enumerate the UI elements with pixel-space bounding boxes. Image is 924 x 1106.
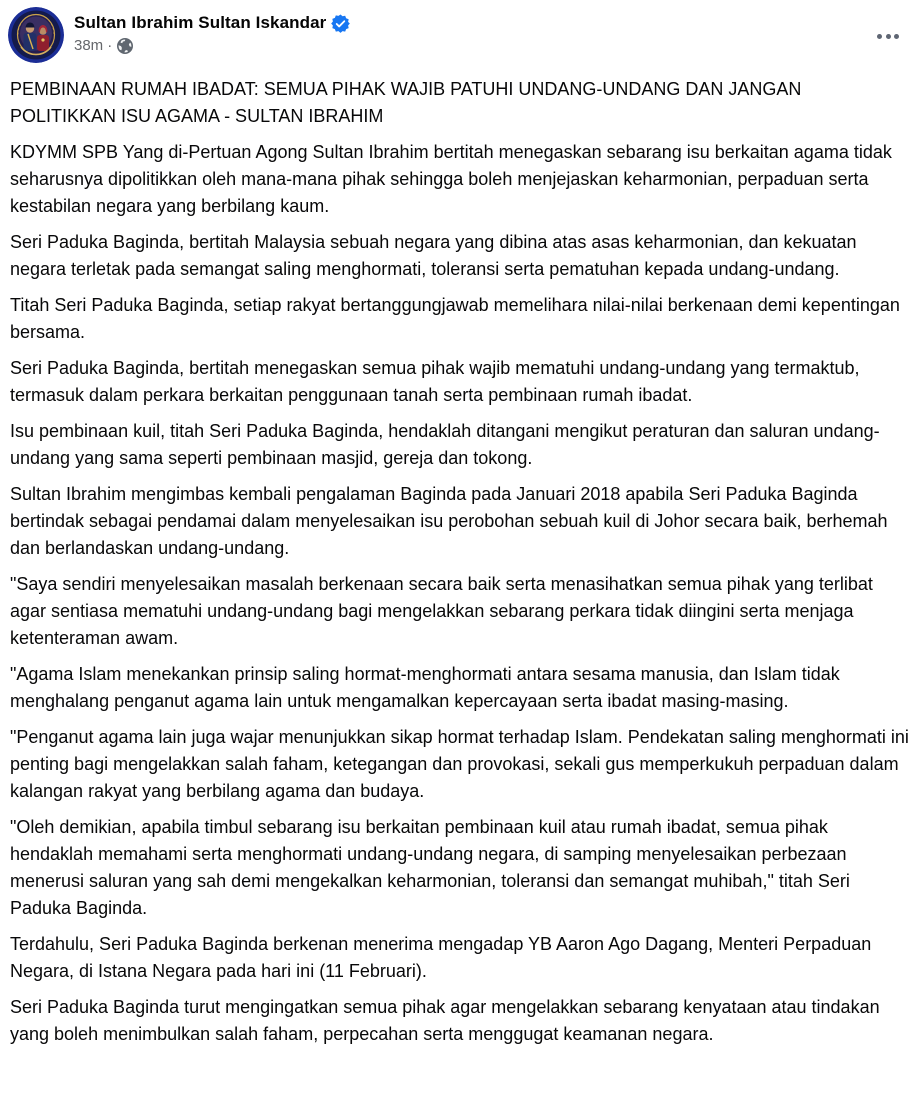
post-paragraph: Sultan Ibrahim mengimbas kembali pengalaman Baginda pada Januari 2018 apabila Seri Paduka Baginda bertindak sebagai pendamai dalam menyelesaikan isu perobohan sebuah kuil di Johor secara baik, berhemah dan berlandaskan undang-undang.	[10, 484, 888, 558]
name-row	[74, 12, 350, 33]
post-header	[0, 0, 924, 63]
meta-row	[74, 36, 350, 55]
post-paragraph-title: PEMBINAAN RUMAH IBADAT: SEMUA PIHAK WAJIB PATUHI UNDANG-UNDANG DAN JANGAN POLITIKKAN ISU AGAMA - SULTAN IBRAHIM	[10, 79, 802, 126]
post-text	[0, 63, 924, 1054]
header-info	[74, 7, 350, 55]
timestamp-link[interactable]: 38m	[74, 37, 104, 54]
royal-portrait-avatar-image	[8, 7, 64, 63]
post-paragraph: Seri Paduka Baginda, bertitah menegaskan semua pihak wajib mematuhi undang-undang yang termaktub, termasuk dalam perkara berkaitan penggunaan tanah serta pembinaan rumah ibadat.	[10, 358, 860, 405]
more-dot	[886, 34, 891, 39]
post-paragraph: Titah Seri Paduka Baginda, setiap rakyat bertanggungjawab memelihara nilai-nilai berkenaan demi kepentingan bersama.	[10, 295, 900, 342]
page-name-link[interactable]: Sultan Ibrahim Sultan Iskandar	[74, 13, 327, 32]
post-paragraph: "Saya sendiri menyelesaikan masalah berkenaan secara baik serta menasihatkan semua pihak yang terlibat agar sentiasa mematuhi undang-undang bagi mengelakkan sebarang perkara tidak diingini serta menjaga ketenteraman awam.	[10, 574, 873, 648]
globe-public-icon	[117, 38, 133, 54]
post-paragraph: KDYMM SPB Yang di-Pertuan Agong Sultan Ibrahim bertitah menegaskan sebarang isu berkaitan agama tidak seharusnya dipolitikkan oleh mana-mana pihak sehingga boleh menjejaskan keharmonian, perpaduan serta kestabilan negara yang berbilang kaum.	[10, 142, 892, 216]
post-paragraph: "Oleh demikian, apabila timbul sebarang isu berkaitan pembinaan kuil atau rumah ibadat, semua pihak hendaklah memahami serta menghormati undang-undang negara, di samping menyelesaikan perbezaan menerusi saluran yang sah demi mengekalkan keharmonian, toleransi dan semangat muhibah," titah Seri Paduka Baginda.	[10, 817, 850, 918]
verified-badge-icon	[331, 14, 350, 33]
post-paragraph: Isu pembinaan kuil, titah Seri Paduka Baginda, hendaklah ditangani mengikut peraturan dan saluran undang-undang yang sama seperti pembinaan masjid, gereja dan tokong.	[10, 421, 880, 468]
meta-separator: ·	[107, 37, 113, 54]
more-options-button[interactable]	[870, 24, 906, 48]
more-dot	[877, 34, 882, 39]
post-paragraph: Terdahulu, Seri Paduka Baginda berkenan menerima mengadap YB Aaron Ago Dagang, Menteri Perpaduan Negara, di Istana Negara pada hari ini (11 Februari).	[10, 934, 872, 981]
post-paragraph: Seri Paduka Baginda, bertitah Malaysia sebuah negara yang dibina atas asas keharmonian, dan kekuatan negara terletak pada semangat saling menghormati, toleransi serta pematuhan kepada undang-undang.	[10, 232, 857, 279]
post-paragraph: "Penganut agama lain juga wajar menunjukkan sikap hormat terhadap Islam. Pendekatan saling menghormati ini penting bagi mengelakkan salah faham, ketegangan dan provokasi, sekali gus memperkukuh perpaduan dalam kalangan rakyat yang berbilang agama dan budaya.	[10, 727, 909, 801]
post-paragraph: Seri Paduka Baginda turut mengingatkan semua pihak agar mengelakkan sebarang kenyataan atau tindakan yang boleh menimbulkan salah faham, perpecahan serta menggugat keamanan negara.	[10, 997, 880, 1044]
more-dot	[894, 34, 899, 39]
post-paragraph: "Agama Islam menekankan prinsip saling hormat-menghormati antara sesama manusia, dan Islam tidak menghalang penganut agama lain untuk mengamalkan kepercayaan serta ibadat masing-masing.	[10, 664, 840, 711]
avatar[interactable]	[8, 7, 64, 63]
